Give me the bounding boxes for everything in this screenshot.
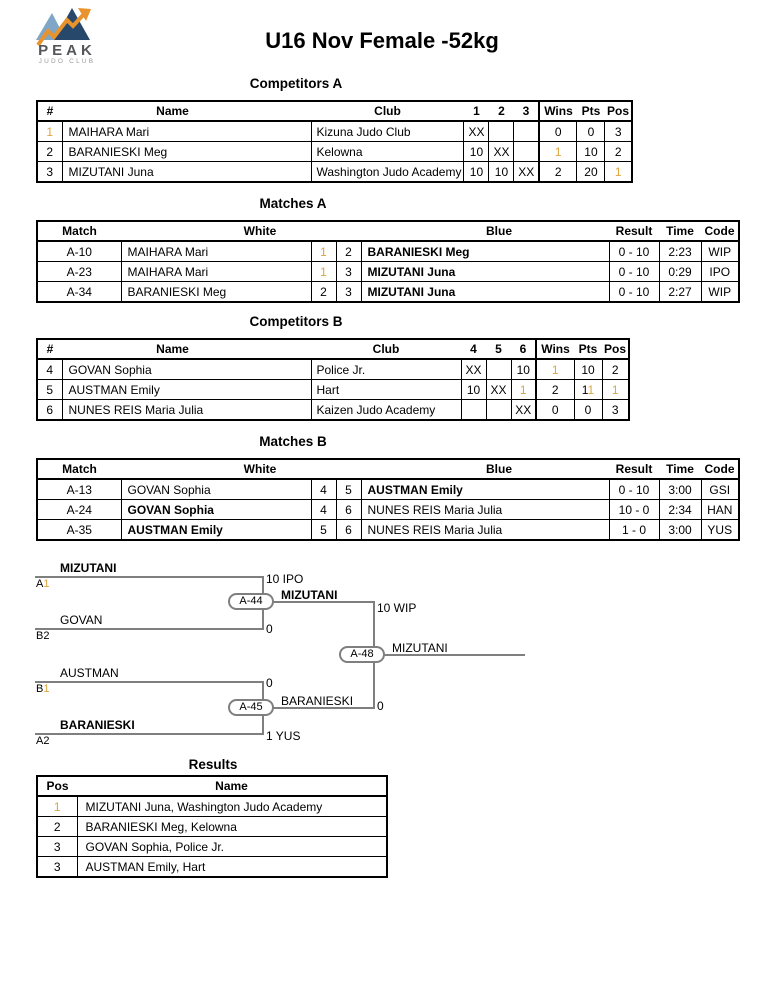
- table-cell: A-23: [37, 262, 121, 282]
- column-header: #: [37, 101, 62, 121]
- table-cell: MIZUTANI Juna: [62, 162, 311, 183]
- bracket-line: [35, 681, 262, 683]
- text-segment: 1: [614, 164, 622, 179]
- table-cell: A-35: [37, 520, 121, 541]
- table-cell: MIZUTANI Juna, Washington Judo Academy: [77, 796, 387, 817]
- table-cell: XX: [461, 359, 486, 380]
- table-cell: XX: [486, 380, 511, 400]
- table-cell: 0: [539, 121, 577, 142]
- column-header: Blue: [361, 459, 609, 479]
- table-cell: 10: [464, 142, 489, 162]
- bracket-score: 10 WIP: [377, 601, 417, 615]
- table-cell: 10: [461, 380, 486, 400]
- table-cell: 3:00: [659, 479, 701, 500]
- table-cell: 0 - 10: [609, 282, 659, 303]
- column-header: #: [37, 339, 62, 359]
- table-cell: 2: [539, 162, 577, 183]
- table-cell: A-10: [37, 241, 121, 262]
- column-header: Code: [701, 221, 739, 241]
- table-cell: 2:23: [659, 241, 701, 262]
- text-segment: B: [36, 683, 44, 695]
- bracket-score: 0: [266, 676, 273, 690]
- table-cell: 6: [336, 520, 361, 541]
- table-cell: NUNES REIS Maria Julia: [62, 400, 311, 421]
- table-cell: 2: [37, 817, 77, 837]
- column-header: White: [121, 221, 311, 241]
- text-segment: 1: [581, 382, 588, 397]
- table-cell: 0 - 10: [609, 479, 659, 500]
- column-header: Code: [701, 459, 739, 479]
- table-cell: 4: [311, 500, 336, 520]
- text-segment: 1: [554, 144, 562, 159]
- text-segment: MIZUTANI Juna: [367, 284, 456, 299]
- table-cell: 10: [464, 162, 489, 183]
- column-header: 5: [486, 339, 511, 359]
- table-cell: 2: [605, 142, 632, 162]
- column-header: Pos: [37, 776, 77, 796]
- column-header: Time: [659, 459, 701, 479]
- competitors-a-heading: Competitors A: [249, 76, 343, 91]
- column-header: Wins: [536, 339, 574, 359]
- table-cell: BARANIESKI Meg: [121, 282, 311, 303]
- table-cell: 2: [336, 241, 361, 262]
- table-cell: Hart: [311, 380, 461, 400]
- table-cell: A-24: [37, 500, 121, 520]
- table-cell: Police Jr.: [311, 359, 461, 380]
- table-cell: BARANIESKI Meg, Kelowna: [77, 817, 387, 837]
- table-cell: YUS: [701, 520, 739, 541]
- column-header: White: [121, 459, 311, 479]
- table-cell: 5: [37, 380, 62, 400]
- column-header: 4: [461, 339, 486, 359]
- table-cell: NUNES REIS Maria Julia: [361, 500, 609, 520]
- table-cell: 10: [489, 162, 514, 183]
- table-cell: 2: [536, 380, 574, 400]
- table-cell: 3: [336, 282, 361, 303]
- table-cell: MAIHARA Mari: [62, 121, 311, 142]
- column-header: Pos: [602, 339, 629, 359]
- text-segment: 1: [320, 264, 327, 279]
- logo-brand-text: PEAK: [38, 42, 96, 59]
- table-cell: Kaizen Judo Academy: [311, 400, 461, 421]
- column-header: Match: [37, 221, 121, 241]
- table-cell: 10 - 0: [609, 500, 659, 520]
- text-segment: 1: [53, 799, 61, 814]
- table-cell: 2: [602, 359, 629, 380]
- table-cell: A-34: [37, 282, 121, 303]
- column-header: 6: [511, 339, 536, 359]
- column-header: Name: [77, 776, 387, 796]
- table-cell: A-13: [37, 479, 121, 500]
- bracket-seed-label: [36, 578, 49, 590]
- table-cell: XX: [514, 162, 539, 183]
- column-header: Blue: [361, 221, 609, 241]
- table-cell: 3: [37, 857, 77, 878]
- bracket-seed-label: A2: [36, 735, 50, 747]
- bracket-winner-name: MIZUTANI: [281, 588, 338, 602]
- table-cell: Kelowna: [311, 142, 464, 162]
- matches-a-heading: Matches A: [259, 196, 327, 211]
- bracket-score: 0: [377, 699, 384, 713]
- table-cell: 4: [311, 479, 336, 500]
- column-header: Match: [37, 459, 121, 479]
- table-cell: XX: [489, 142, 514, 162]
- table-cell: 1 - 0: [609, 520, 659, 541]
- table-cell: 10: [574, 359, 602, 380]
- table-cell: 3: [37, 837, 77, 857]
- table-cell: BARANIESKI Meg: [62, 142, 311, 162]
- table-cell: 20: [577, 162, 605, 183]
- column-header: Club: [311, 339, 461, 359]
- matches-b-heading: Matches B: [259, 434, 327, 449]
- bracket-line: [35, 576, 262, 578]
- table-cell: 2: [311, 282, 336, 303]
- match-code-oval: A-44: [228, 593, 274, 610]
- column-header: Pos: [605, 101, 632, 121]
- table-cell: 0: [536, 400, 574, 421]
- table-cell: 3:00: [659, 520, 701, 541]
- text-segment: 1: [46, 124, 54, 139]
- table-cell: IPO: [701, 262, 739, 282]
- table-cell: 5: [311, 520, 336, 541]
- bracket-competitor-name: GOVAN: [60, 613, 103, 627]
- text-segment: 1: [43, 578, 50, 590]
- bracket-seed-label: [36, 683, 49, 695]
- text-segment: 1: [551, 362, 559, 377]
- results-heading: Results: [188, 757, 238, 772]
- table-cell: 3: [336, 262, 361, 282]
- table-cell: Kizuna Judo Club: [311, 121, 464, 142]
- column-header: 1: [464, 101, 489, 121]
- table-cell: Washington Judo Academy: [311, 162, 464, 183]
- bracket-line: [35, 628, 262, 630]
- column-header: Result: [609, 221, 659, 241]
- text-segment: A: [36, 578, 44, 590]
- bracket-competitor-name: BARANIESKI: [60, 718, 135, 732]
- table-cell: WIP: [701, 241, 739, 262]
- bracket-score: 10 IPO: [266, 572, 304, 586]
- column-header: Result: [609, 459, 659, 479]
- page-title: U16 Nov Female -52kg: [265, 28, 499, 53]
- table-cell: 0:29: [659, 262, 701, 282]
- column-header: 2: [489, 101, 514, 121]
- table-cell: WIP: [701, 282, 739, 303]
- text-segment: 1: [611, 382, 619, 397]
- table-cell: 3: [602, 400, 629, 421]
- column-header: Time: [659, 221, 701, 241]
- table-cell: XX: [511, 400, 536, 421]
- text-segment: BARANIESKI Meg: [367, 244, 470, 259]
- column-header: Club: [311, 101, 464, 121]
- column-header: Pts: [577, 101, 605, 121]
- text-segment: AUSTMAN Emily: [367, 482, 463, 497]
- table-cell: 2:27: [659, 282, 701, 303]
- bracket-competitor-name: AUSTMAN: [60, 666, 119, 680]
- competitors-b-heading: Competitors B: [249, 314, 343, 329]
- table-cell: HAN: [701, 500, 739, 520]
- table-cell: 3: [605, 121, 632, 142]
- text-segment: AUSTMAN Emily: [127, 522, 223, 537]
- column-header: Wins: [539, 101, 577, 121]
- bracket-score: 1 YUS: [266, 729, 301, 743]
- table-cell: GSI: [701, 479, 739, 500]
- table-cell: 0 - 10: [609, 241, 659, 262]
- table-cell: NUNES REIS Maria Julia: [361, 520, 609, 541]
- bracket-score: 0: [266, 622, 273, 636]
- table-cell: 4: [37, 359, 62, 380]
- table-cell: 0: [574, 400, 602, 421]
- text-segment: MIZUTANI Juna: [367, 264, 456, 279]
- table-cell: 5: [336, 479, 361, 500]
- table-cell: AUSTMAN Emily, Hart: [77, 857, 387, 878]
- table-cell: 10: [511, 359, 536, 380]
- table-cell: MAIHARA Mari: [121, 262, 311, 282]
- bracket-competitor-name: MIZUTANI: [60, 561, 117, 575]
- logo-subtitle-text: JUDO CLUB: [38, 58, 96, 64]
- bracket-seed-label: B2: [36, 630, 50, 642]
- table-cell: GOVAN Sophia: [121, 479, 311, 500]
- table-cell: GOVAN Sophia: [62, 359, 311, 380]
- match-code-oval: A-48: [339, 646, 385, 663]
- table-cell: 10: [577, 142, 605, 162]
- table-cell: 2:34: [659, 500, 701, 520]
- table-cell: 3: [37, 162, 62, 183]
- text-segment: 1: [519, 382, 527, 397]
- bracket-winner-name: BARANIESKI: [281, 694, 354, 708]
- text-segment: 1: [43, 683, 50, 695]
- text-segment: 1: [320, 244, 327, 259]
- column-header: Name: [62, 101, 311, 121]
- table-cell: 0 - 10: [609, 262, 659, 282]
- table-cell: AUSTMAN Emily: [62, 380, 311, 400]
- text-segment: 1: [587, 382, 595, 397]
- table-cell: MAIHARA Mari: [121, 241, 311, 262]
- bracket-winner-name: MIZUTANI: [392, 641, 448, 655]
- text-segment: GOVAN Sophia: [127, 502, 214, 517]
- match-code-oval: A-45: [228, 699, 274, 716]
- table-cell: XX: [464, 121, 489, 142]
- table-cell: 0: [577, 121, 605, 142]
- table-cell: 6: [37, 400, 62, 421]
- column-header: 3: [514, 101, 539, 121]
- table-cell: GOVAN Sophia, Police Jr.: [77, 837, 387, 857]
- column-header: Pts: [574, 339, 602, 359]
- column-header: Name: [62, 339, 311, 359]
- table-cell: 2: [37, 142, 62, 162]
- table-cell: 6: [336, 500, 361, 520]
- bracket-line: [35, 733, 262, 735]
